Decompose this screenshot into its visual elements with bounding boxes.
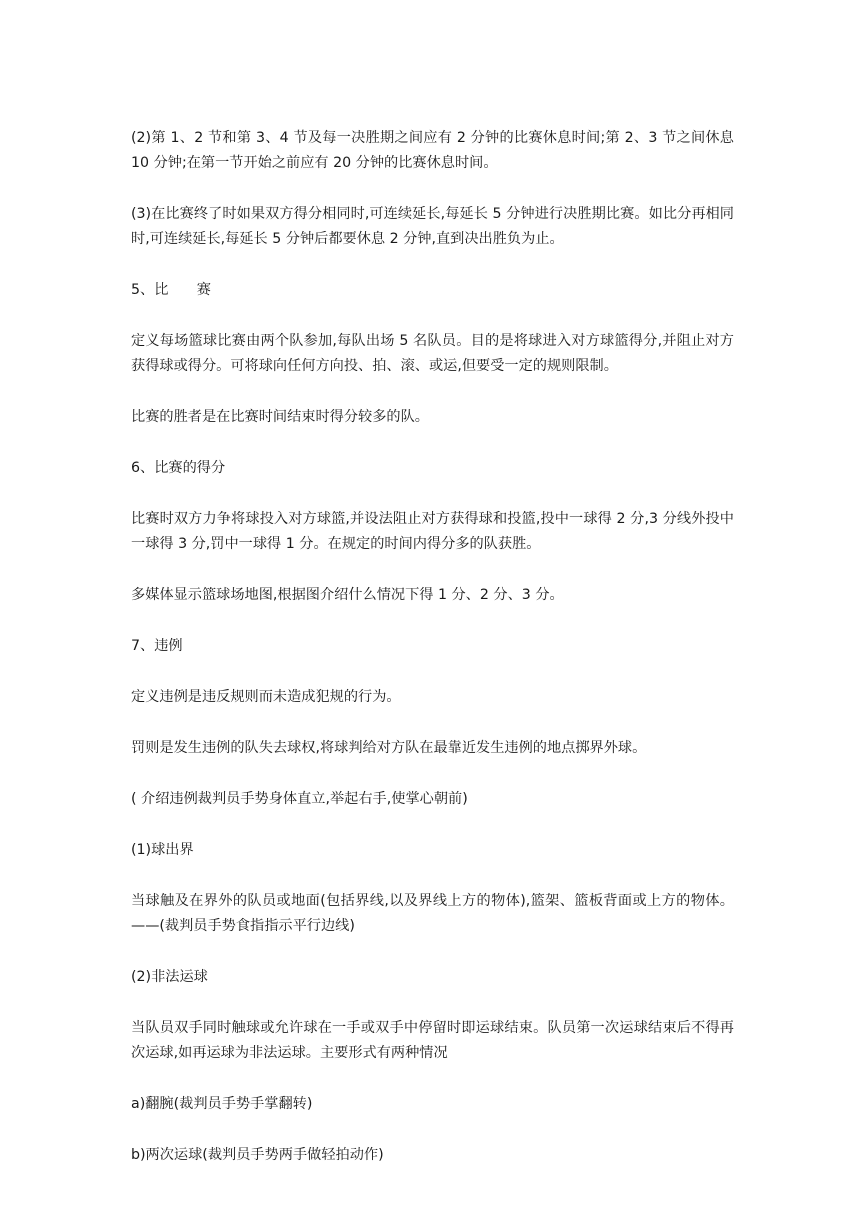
overtime-paragraph: (3)在比赛终了时如果双方得分相同时,可连续延长,每延长 5 分钟进行决胜期比赛。如比分再相同时,可连续延长,每延长 5 分钟后都要休息 2 分钟,直到决出胜负为止。 xyxy=(131,206,734,247)
illegal-dribble-heading: (2)非法运球 xyxy=(131,969,208,985)
scoring-paragraph: 比赛时双方力争将球投入对方球篮,并设法阻止对方获得球和投篮,投中一球得 2 分,3 分线外投中一球得 3 分,罚中一球得 1 分。在规定的时间内得分多的队获胜。 xyxy=(131,511,734,552)
out-of-bounds-heading: (1)球出界 xyxy=(131,842,194,858)
out-of-bounds-paragraph: 当球触及在界外的队员或地面(包括界线,以及界线上方的物体),篮架、篮板背面或上方的物体。——(裁判员手势食指指示平行边线) xyxy=(131,893,734,934)
section-6-heading: 6、比赛的得分 xyxy=(131,460,226,476)
winner-paragraph: 比赛的胜者是在比赛时间结束时得分较多的队。 xyxy=(131,409,429,425)
section-7-heading: 7、违例 xyxy=(131,638,183,654)
rest-interval-paragraph: (2)第 1、2 节和第 3、4 节及每一决胜期之间应有 2 分钟的比赛休息时间;第 2、3 节之间休息 10 分钟;在第一节开始之前应有 20 分钟的比赛休息时间。 xyxy=(131,130,734,171)
violation-definition-paragraph: 定义违例是违反规则而未造成犯规的行为。 xyxy=(131,689,401,705)
penalty-paragraph: 罚则是发生违例的队失去球权,将球判给对方队在最靠近发生违例的地点掷界外球。 xyxy=(131,740,647,756)
double-dribble-paragraph: b)两次运球(裁判员手势两手做轻拍动作) xyxy=(131,1147,384,1163)
game-definition-paragraph: 定义每场篮球比赛由两个队参加,每队出场 5 名队员。目的是将球进入对方球篮得分,并阻止对方获得球或得分。可将球向任何方向投、拍、滚、或运,但要受一定的规则限制。 xyxy=(131,333,734,374)
carrying-paragraph: a)翻腕(裁判员手势手掌翻转) xyxy=(131,1096,313,1112)
section-5-heading: 5、比 赛 xyxy=(131,282,211,298)
referee-signal-paragraph: ( 介绍违例裁判员手势身体直立,举起右手,使掌心朝前) xyxy=(131,791,468,807)
document-body xyxy=(131,126,734,1194)
multimedia-paragraph: 多媒体显示篮球场地图,根据图介绍什么情况下得 1 分、2 分、3 分。 xyxy=(131,587,564,603)
illegal-dribble-paragraph: 当队员双手同时触球或允许球在一手或双手中停留时即运球结束。队员第一次运球结束后不得再次运球,如再运球为非法运球。主要形式有两种情况 xyxy=(131,1020,734,1061)
